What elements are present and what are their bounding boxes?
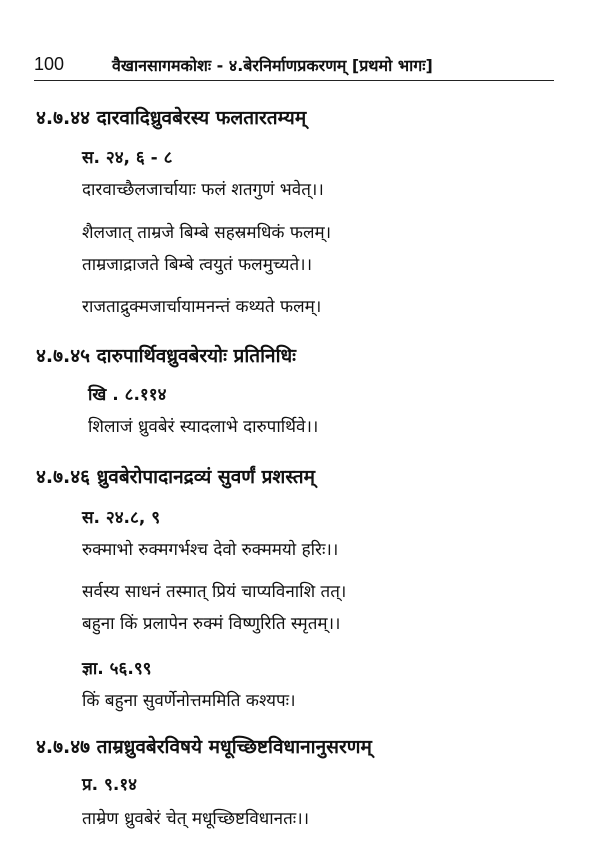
section-heading: ४.७.४५ दारुपार्थिवध्रुवबेरयोः प्रतिनिधिः xyxy=(36,345,297,367)
source-reference: ज्ञा. ५६.९९ xyxy=(82,659,152,679)
verse-line: दारवाच्छैलजार्चायाः फलं शतगुणं भवेत्।। xyxy=(82,180,324,200)
verse-line: सर्वस्य साधनं तस्मात् प्रियं चाप्यविनाशि तत्। xyxy=(82,582,347,602)
source-reference: खि . ८.११४ xyxy=(88,385,167,405)
verse-line: बहुना किं प्रलापेन रुक्मं विष्णुरिति स्मृतम्।। xyxy=(82,614,341,634)
verse-line: शैलजात् ताम्रजे बिम्बे सहस्रमधिकं फलम्। xyxy=(82,223,332,243)
verse-line: शिलाजं ध्रुवबेरं स्यादलाभे दारुपार्थिवे।। xyxy=(88,417,319,437)
section-heading: ४.७.४६ ध्रुवबेरोपादानद्रव्यं सुवर्णं प्रशस्तम् xyxy=(36,466,315,488)
source-reference: प्र. ९.१४ xyxy=(82,775,138,795)
section-heading: ४.७.४७ ताम्रध्रुवबेरविषये मधूच्छिष्टविधानानुसरणम् xyxy=(36,736,372,758)
running-title: वैखानसागमकोशः - ४.बेरनिर्माणप्रकरणम् [प्रथमो भागः] xyxy=(112,56,433,75)
verse-line: राजताद्रुक्मजार्चायामनन्तं कथ्यते फलम्। xyxy=(82,297,322,317)
source-reference: स. २४, ६ - ८ xyxy=(82,148,173,168)
page-header xyxy=(34,52,554,81)
verse-line: किं बहुना सुवर्णेनोत्तममिति कश्यपः। xyxy=(82,691,296,711)
page-number: 100 xyxy=(34,54,65,74)
source-reference: स. २४.८, ९ xyxy=(82,508,161,528)
verse-line: ताम्रजाद्राजते बिम्बे त्वयुतं फलमुच्यते।। xyxy=(82,255,313,275)
section-heading: ४.७.४४ दारवादिध्रुवबेरस्य फलतारतम्यम् xyxy=(36,107,307,129)
verse-line: ताम्रेण ध्रुवबेरं चेत् मधूच्छिष्टविधानतः।। xyxy=(82,809,310,829)
verse-line: रुक्माभो रुक्मगर्भश्च देवो रुक्ममयो हरिः।। xyxy=(82,540,339,560)
